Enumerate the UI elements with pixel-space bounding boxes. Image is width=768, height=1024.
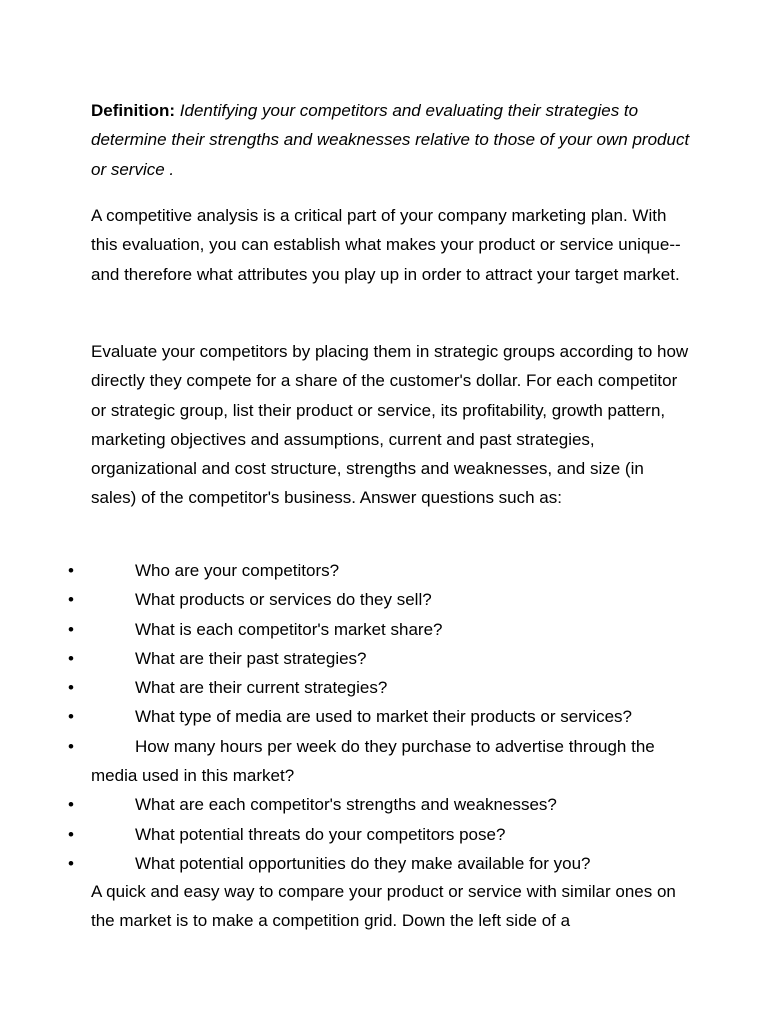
list-item xyxy=(0,585,691,614)
list-item xyxy=(0,702,691,731)
question-text: What type of media are used to market their products or services? xyxy=(135,707,633,727)
list-item xyxy=(0,615,691,644)
question-text: How many hours per week do they purchase to advertise through the media used in this market? xyxy=(91,736,655,786)
question-text: Who are your competitors? xyxy=(135,561,340,580)
questions-list xyxy=(0,556,768,878)
list-item xyxy=(0,732,691,791)
definition-text: Identifying your competitors and evaluating their strategies to determine their strengths and weaknesses relative to those of your own product or service . xyxy=(91,101,690,179)
list-item xyxy=(0,673,691,702)
bullet-icon: • xyxy=(68,590,74,610)
list-item xyxy=(0,849,691,878)
question-text: What are each competitor's strengths and weaknesses? xyxy=(135,795,557,815)
list-item xyxy=(0,556,691,585)
bullet-icon: • xyxy=(68,853,74,873)
question-text: What is each competitor's market share? xyxy=(135,619,443,639)
list-item xyxy=(0,644,691,673)
evaluate-paragraph: Evaluate your competitors by placing them in strategic groups according to how directly they compete for a share of the customer's dollar. For each competitor or strategic group, list their product or service, its profitability, growth pattern, marketing objectives and assumptions, current and past strategies, organizational and cost structure, strengths and weaknesses, and size (in sales) of the competitor's business. Answer questions such as: xyxy=(91,342,689,508)
question-text: What potential threats do your competitors pose? xyxy=(135,824,506,844)
list-item xyxy=(0,820,691,849)
bullet-icon: • xyxy=(68,795,74,815)
bullet-icon: • xyxy=(68,648,74,668)
definition-paragraph xyxy=(91,96,691,184)
definition-term: Definition: xyxy=(91,101,176,120)
question-text: What are their current strategies? xyxy=(135,678,388,698)
grid-paragraph: A quick and easy way to compare your product or service with similar ones on the market is to make a competition grid. Down the left side of a xyxy=(91,882,676,931)
question-text: What are their past strategies? xyxy=(135,648,367,668)
bullet-icon: • xyxy=(68,561,74,580)
bullet-icon: • xyxy=(68,736,74,756)
list-item xyxy=(0,790,691,819)
bullet-icon: • xyxy=(68,824,74,844)
question-text: What products or services do they sell? xyxy=(135,590,432,610)
intro-paragraph: A competitive analysis is a critical part of your company marketing plan. With this evaluation, you can establish what makes your product or service unique--and therefore what attributes you play up in order to attract your target market. xyxy=(91,206,681,284)
question-text: What potential opportunities do they make available for you? xyxy=(135,853,591,873)
bullet-icon: • xyxy=(68,619,74,639)
bullet-icon: • xyxy=(68,707,74,727)
bullet-icon: • xyxy=(68,678,74,698)
